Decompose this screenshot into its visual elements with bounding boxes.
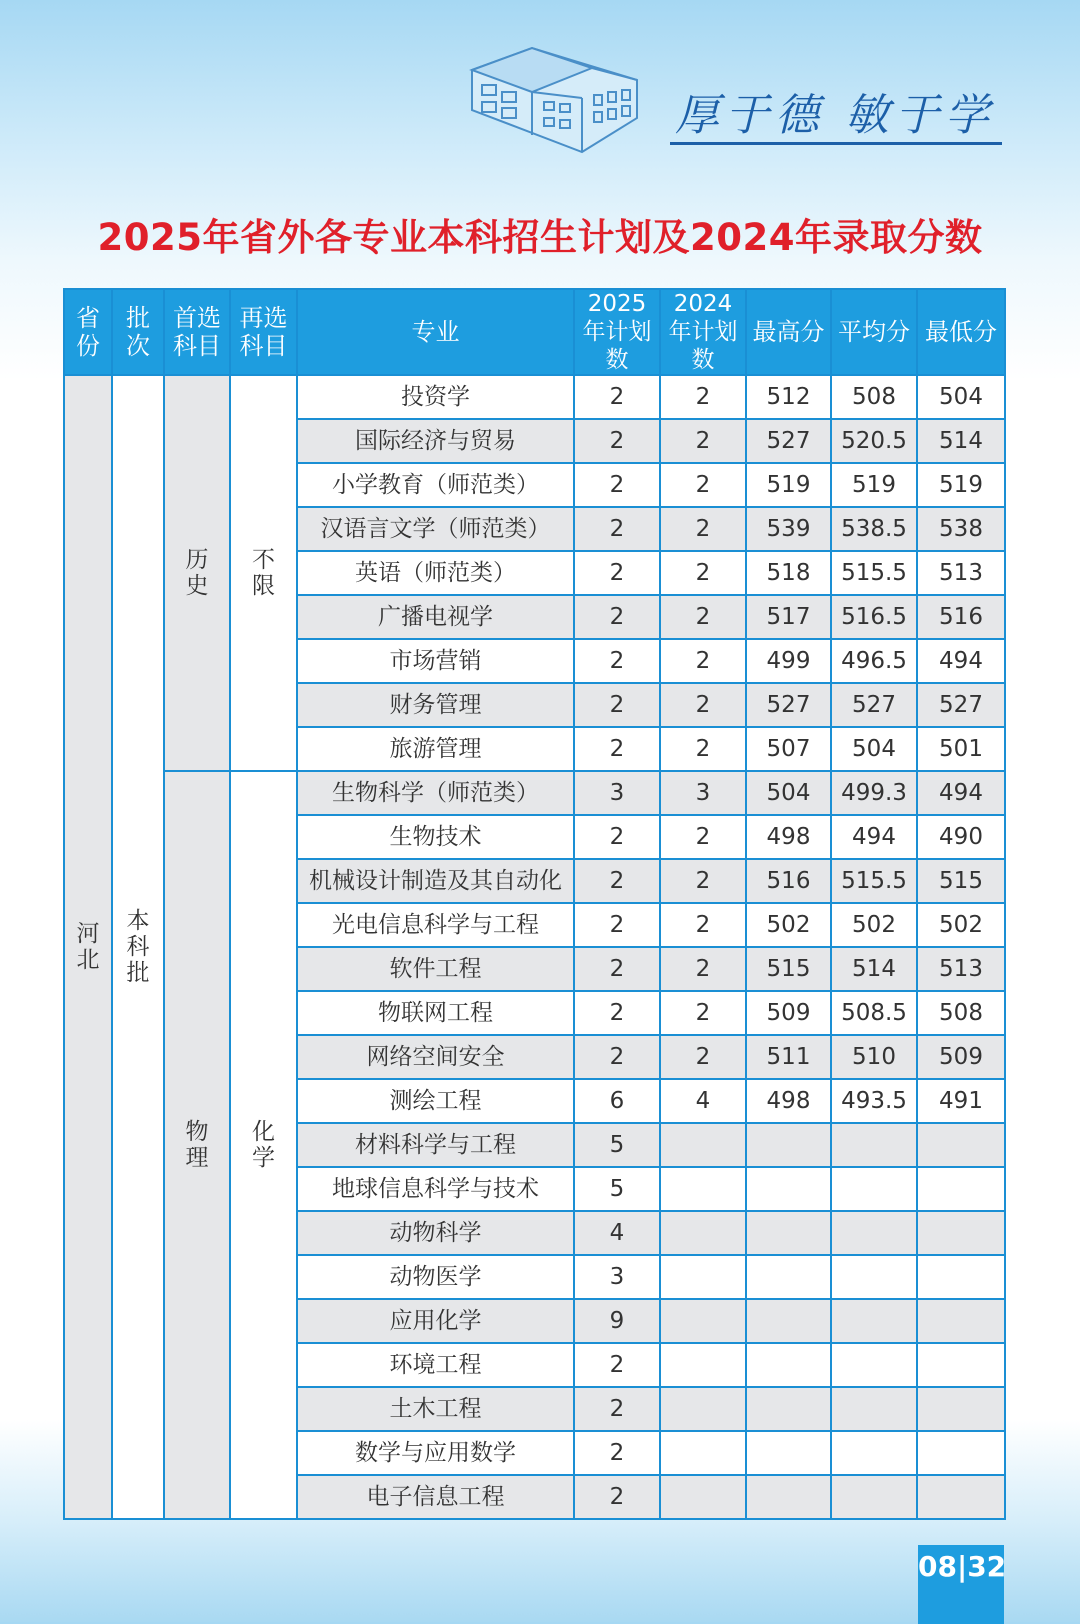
avg-score-cell: 502 [831, 903, 917, 947]
min-score-cell: 491 [917, 1079, 1005, 1123]
min-score-cell: 513 [917, 551, 1005, 595]
plan-2025-cell: 9 [574, 1299, 660, 1343]
max-score-cell: 518 [746, 551, 831, 595]
plan-2025-cell: 2 [574, 815, 660, 859]
avg-score-cell [831, 1255, 917, 1299]
plan-2025-cell: 2 [574, 595, 660, 639]
max-score-cell: 517 [746, 595, 831, 639]
max-score-cell [746, 1255, 831, 1299]
plan-2024-cell: 2 [660, 859, 746, 903]
max-score-cell [746, 1475, 831, 1519]
plan-2024-cell: 2 [660, 727, 746, 771]
plan-2024-cell: 2 [660, 903, 746, 947]
plan-2024-cell [660, 1299, 746, 1343]
plan-2025-cell: 2 [574, 507, 660, 551]
max-score-cell: 511 [746, 1035, 831, 1079]
major-cell: 环境工程 [297, 1343, 574, 1387]
table-body [64, 375, 1005, 1519]
plan-2025-cell: 2 [574, 1475, 660, 1519]
header-plan-2024: 2024年计划数 [660, 289, 746, 375]
header-avg-score: 平均分 [831, 289, 917, 375]
header-first-subject: 首选科目 [164, 289, 230, 375]
plan-2024-cell [660, 1211, 746, 1255]
major-cell: 市场营销 [297, 639, 574, 683]
header-min-score: 最低分 [917, 289, 1005, 375]
plan-2024-cell [660, 1431, 746, 1475]
avg-score-cell: 516.5 [831, 595, 917, 639]
plan-2024-cell: 2 [660, 639, 746, 683]
min-score-cell [917, 1343, 1005, 1387]
avg-score-cell: 527 [831, 683, 917, 727]
min-score-cell: 502 [917, 903, 1005, 947]
header-second-subject: 再选科目 [230, 289, 297, 375]
min-score-cell: 504 [917, 375, 1005, 419]
major-cell: 电子信息工程 [297, 1475, 574, 1519]
table-header-row [64, 289, 1005, 375]
campus-building-logo [462, 40, 642, 160]
min-score-cell [917, 1387, 1005, 1431]
max-score-cell: 512 [746, 375, 831, 419]
enrollment-plan-table [63, 288, 1006, 1520]
header-max-score: 最高分 [746, 289, 831, 375]
max-score-cell [746, 1431, 831, 1475]
max-score-cell [746, 1123, 831, 1167]
plan-2025-cell: 2 [574, 859, 660, 903]
plan-2024-cell: 2 [660, 375, 746, 419]
plan-2024-cell [660, 1255, 746, 1299]
max-score-cell [746, 1167, 831, 1211]
plan-2025-cell: 2 [574, 727, 660, 771]
min-score-cell: 514 [917, 419, 1005, 463]
major-cell: 测绘工程 [297, 1079, 574, 1123]
avg-score-cell: 514 [831, 947, 917, 991]
major-cell: 机械设计制造及其自动化 [297, 859, 574, 903]
plan-2025-cell: 2 [574, 1387, 660, 1431]
major-cell: 英语（师范类） [297, 551, 574, 595]
min-score-cell [917, 1475, 1005, 1519]
plan-2025-cell: 2 [574, 947, 660, 991]
avg-score-cell: 493.5 [831, 1079, 917, 1123]
major-cell: 材料科学与工程 [297, 1123, 574, 1167]
plan-2025-cell: 3 [574, 771, 660, 815]
plan-2024-cell: 2 [660, 463, 746, 507]
max-score-cell: 498 [746, 815, 831, 859]
max-score-cell [746, 1343, 831, 1387]
avg-score-cell: 508 [831, 375, 917, 419]
max-score-cell: 499 [746, 639, 831, 683]
plan-2024-cell: 2 [660, 507, 746, 551]
min-score-cell [917, 1167, 1005, 1211]
major-cell: 物联网工程 [297, 991, 574, 1035]
first-subject-cell: 历史 [164, 375, 230, 771]
plan-2024-cell: 3 [660, 771, 746, 815]
table-row [64, 375, 1005, 419]
motto-underline [670, 142, 1002, 145]
max-score-cell [746, 1387, 831, 1431]
province-cell: 河北 [64, 375, 112, 1519]
plan-2024-cell [660, 1387, 746, 1431]
avg-score-cell: 494 [831, 815, 917, 859]
max-score-cell: 509 [746, 991, 831, 1035]
major-cell: 软件工程 [297, 947, 574, 991]
min-score-cell [917, 1123, 1005, 1167]
plan-2025-cell: 2 [574, 463, 660, 507]
major-cell: 地球信息科学与技术 [297, 1167, 574, 1211]
plan-2024-cell: 2 [660, 991, 746, 1035]
plan-2025-cell: 2 [574, 903, 660, 947]
plan-2024-cell [660, 1475, 746, 1519]
plan-2024-cell: 2 [660, 419, 746, 463]
major-cell: 网络空间安全 [297, 1035, 574, 1079]
second-subject-cell: 化学 [230, 771, 297, 1519]
major-cell: 汉语言文学（师范类） [297, 507, 574, 551]
school-motto: 厚于德 敏于学 [675, 90, 995, 141]
avg-score-cell: 504 [831, 727, 917, 771]
avg-score-cell: 508.5 [831, 991, 917, 1035]
major-cell: 旅游管理 [297, 727, 574, 771]
plan-2024-cell: 2 [660, 947, 746, 991]
major-cell: 数学与应用数学 [297, 1431, 574, 1475]
major-cell: 投资学 [297, 375, 574, 419]
plan-2025-cell: 3 [574, 1255, 660, 1299]
avg-score-cell: 515.5 [831, 551, 917, 595]
major-cell: 光电信息科学与工程 [297, 903, 574, 947]
plan-2024-cell [660, 1343, 746, 1387]
plan-2025-cell: 2 [574, 1431, 660, 1475]
table-row [64, 771, 1005, 815]
page-number: 08|32 [918, 1545, 1004, 1624]
plan-2025-cell: 2 [574, 551, 660, 595]
plan-2025-cell: 6 [574, 1079, 660, 1123]
header-batch: 批次 [112, 289, 164, 375]
avg-score-cell: 538.5 [831, 507, 917, 551]
max-score-cell: 527 [746, 683, 831, 727]
max-score-cell: 527 [746, 419, 831, 463]
major-cell: 小学教育（师范类） [297, 463, 574, 507]
major-cell: 动物科学 [297, 1211, 574, 1255]
page-title: 2025年省外各专业本科招生计划及2024年录取分数 [97, 216, 983, 259]
max-score-cell [746, 1299, 831, 1343]
plan-2024-cell: 2 [660, 551, 746, 595]
major-cell: 广播电视学 [297, 595, 574, 639]
avg-score-cell [831, 1123, 917, 1167]
avg-score-cell [831, 1475, 917, 1519]
min-score-cell [917, 1255, 1005, 1299]
plan-2025-cell: 2 [574, 683, 660, 727]
min-score-cell: 490 [917, 815, 1005, 859]
avg-score-cell [831, 1211, 917, 1255]
plan-2024-cell [660, 1123, 746, 1167]
major-cell: 财务管理 [297, 683, 574, 727]
plan-2024-cell: 2 [660, 683, 746, 727]
avg-score-cell: 496.5 [831, 639, 917, 683]
max-score-cell: 507 [746, 727, 831, 771]
second-subject-cell: 不限 [230, 375, 297, 771]
avg-score-cell [831, 1343, 917, 1387]
plan-2024-cell: 4 [660, 1079, 746, 1123]
plan-2024-cell: 2 [660, 595, 746, 639]
plan-2024-cell: 2 [660, 815, 746, 859]
major-cell: 生物技术 [297, 815, 574, 859]
min-score-cell: 494 [917, 639, 1005, 683]
min-score-cell: 538 [917, 507, 1005, 551]
plan-2025-cell: 2 [574, 419, 660, 463]
max-score-cell: 516 [746, 859, 831, 903]
avg-score-cell [831, 1431, 917, 1475]
avg-score-cell: 510 [831, 1035, 917, 1079]
header-plan-2025: 2025年计划数 [574, 289, 660, 375]
first-subject-cell: 物理 [164, 771, 230, 1519]
batch-cell: 本科批 [112, 375, 164, 1519]
plan-2025-cell: 2 [574, 1343, 660, 1387]
min-score-cell: 509 [917, 1035, 1005, 1079]
max-score-cell: 515 [746, 947, 831, 991]
plan-2025-cell: 2 [574, 639, 660, 683]
plan-2025-cell: 2 [574, 1035, 660, 1079]
plan-2025-cell: 2 [574, 375, 660, 419]
min-score-cell: 508 [917, 991, 1005, 1035]
max-score-cell [746, 1211, 831, 1255]
max-score-cell: 502 [746, 903, 831, 947]
plan-2024-cell: 2 [660, 1035, 746, 1079]
min-score-cell: 519 [917, 463, 1005, 507]
major-cell: 土木工程 [297, 1387, 574, 1431]
major-cell: 动物医学 [297, 1255, 574, 1299]
plan-2024-cell [660, 1167, 746, 1211]
min-score-cell: 527 [917, 683, 1005, 727]
header-province: 省份 [64, 289, 112, 375]
avg-score-cell [831, 1387, 917, 1431]
avg-score-cell: 515.5 [831, 859, 917, 903]
major-cell: 应用化学 [297, 1299, 574, 1343]
avg-score-cell [831, 1299, 917, 1343]
major-cell: 生物科学（师范类） [297, 771, 574, 815]
min-score-cell: 516 [917, 595, 1005, 639]
min-score-cell [917, 1211, 1005, 1255]
plan-2025-cell: 4 [574, 1211, 660, 1255]
max-score-cell: 539 [746, 507, 831, 551]
min-score-cell [917, 1431, 1005, 1475]
header-major: 专业 [297, 289, 574, 375]
major-cell: 国际经济与贸易 [297, 419, 574, 463]
avg-score-cell: 519 [831, 463, 917, 507]
min-score-cell: 515 [917, 859, 1005, 903]
max-score-cell: 519 [746, 463, 831, 507]
avg-score-cell: 520.5 [831, 419, 917, 463]
max-score-cell: 498 [746, 1079, 831, 1123]
plan-2025-cell: 5 [574, 1167, 660, 1211]
min-score-cell [917, 1299, 1005, 1343]
max-score-cell: 504 [746, 771, 831, 815]
min-score-cell: 494 [917, 771, 1005, 815]
plan-2025-cell: 2 [574, 991, 660, 1035]
avg-score-cell [831, 1167, 917, 1211]
plan-2025-cell: 5 [574, 1123, 660, 1167]
min-score-cell: 501 [917, 727, 1005, 771]
min-score-cell: 513 [917, 947, 1005, 991]
avg-score-cell: 499.3 [831, 771, 917, 815]
